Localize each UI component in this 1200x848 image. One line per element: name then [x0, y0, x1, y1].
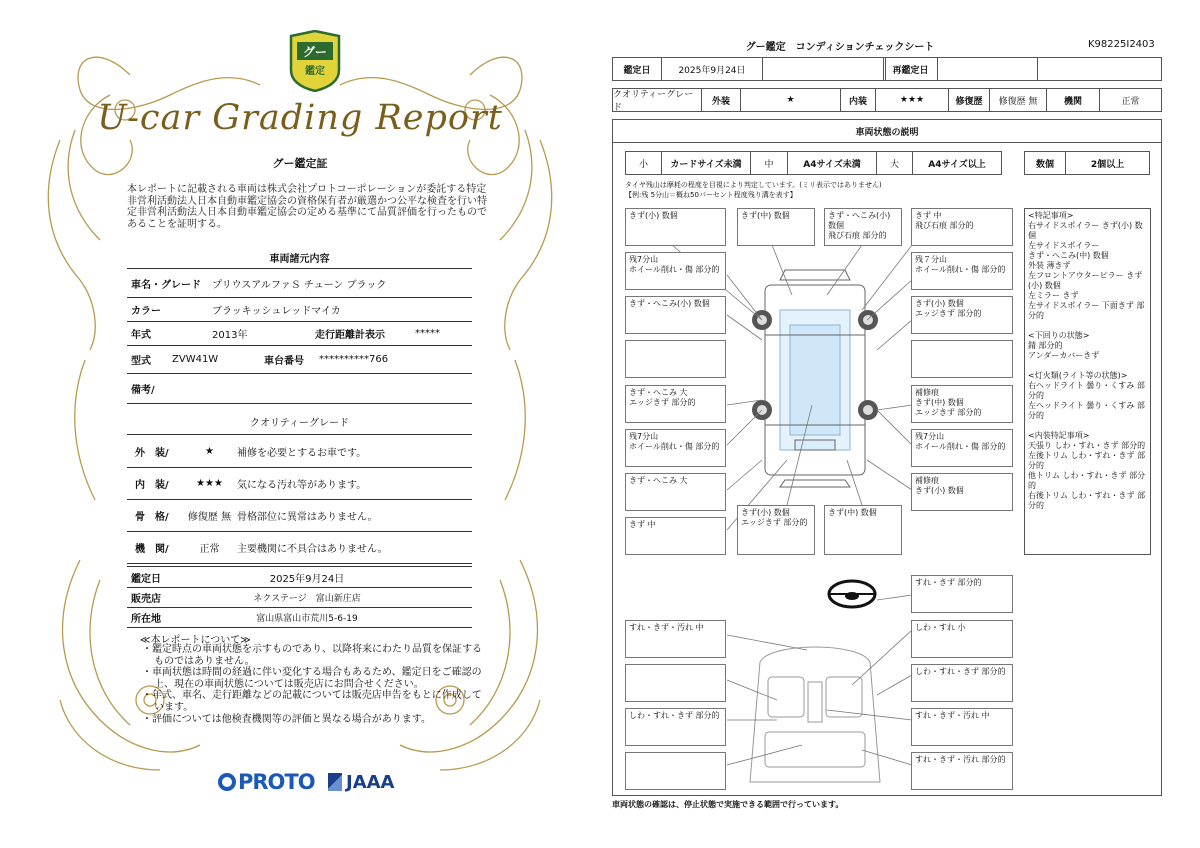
- spec-heading: 車両諸元内容: [269, 254, 330, 265]
- damage-pane: きず・へこみ(小) 数個 飛び石痕 部分的: [824, 208, 902, 246]
- interior-stars: ★★★: [196, 478, 223, 489]
- grade-row-interior: 内 装/ ★★★ 気になる汚れ等があります。: [127, 468, 472, 500]
- redate-blank-cell: [1037, 57, 1162, 81]
- interior-pane: しわ・すれ・きず 部分的: [625, 708, 726, 746]
- damage-pane: 補修痕 きず(小) 数個: [911, 473, 1013, 511]
- spec-row-remarks: 備考/: [127, 374, 472, 404]
- exterior-stars: ★: [205, 445, 214, 457]
- interior-pane: すれ・きず・汚れ 中: [911, 708, 1013, 746]
- date-label-cell: 鑑定日: [612, 57, 662, 81]
- spec-row-model: 型式 ZVW41W 車台番号 **********766: [127, 346, 472, 374]
- note-item: ・鑑定時点の車両状態を示すものであり、以降将来にわたり品質を保証するものではありません。: [142, 644, 482, 667]
- address-row: 所在地 富山県富山市荒川5-6-19: [127, 608, 472, 628]
- damage-pane: きず(中) 数個: [737, 208, 815, 246]
- damage-pane: きず(中) 数個: [824, 505, 902, 555]
- proto-logo: PROTO: [218, 770, 315, 794]
- sheet-id: K98225I2403: [1088, 39, 1155, 50]
- spec-row-color: カラー ブラッキッシュレッドマイカ: [127, 298, 472, 322]
- date-blank-cell: [762, 57, 886, 81]
- condition-heading: 車両状態の説明: [612, 119, 1162, 143]
- tire-note-2: 【例:残 5分山＝概ね50パーセント程度残り溝を表す】: [625, 191, 797, 199]
- shop-row: 販売店 ネクステージ 富山新庄店: [127, 588, 472, 608]
- sheet-title: グー鑑定 コンディションチェックシート: [745, 42, 935, 53]
- spec-row-car-name: 車名・グレード プリウスアルファＳ チューン ブラック: [127, 268, 472, 298]
- damage-pane: [911, 340, 1013, 378]
- damage-pane: きず 中: [625, 517, 726, 555]
- note-item: ・車両状態は時間の経過に伴い変化する場合もあるため、鑑定日をご確認の上、現在の車両状態については販売店にお問合せください。: [142, 667, 482, 690]
- interior-pane: [625, 664, 726, 702]
- report-title: U-car Grading Report: [97, 98, 503, 138]
- certificate-heading: グー鑑定証: [272, 157, 328, 170]
- appraisal-date-row: 鑑定日 2025年9月24日: [127, 566, 472, 588]
- svg-text:グー: グー: [302, 45, 328, 59]
- interior-pane: しわ・すれ・きず 部分的: [911, 664, 1013, 702]
- damage-pane: 残7分山 ホイール削れ・傷 部分的: [625, 252, 726, 290]
- jaaa-logo: JAAA: [328, 772, 395, 793]
- grade-heading: クオリティーグレード: [250, 418, 349, 429]
- redate-label-cell: 再鑑定日: [883, 57, 938, 81]
- interior-pane: しわ・すれ 小: [911, 620, 1013, 658]
- qg-label-cell: クオリティーグレード: [612, 88, 702, 112]
- interior-pane: すれ・きず・汚れ 部分的: [911, 752, 1013, 790]
- certificate-paragraph: 本レポートに記載される車両は株式会社プロトコーポレーションが委託する特定非営利活動法人日本自動車鑑定協会の資格保有者が厳選かつ公平な検査を行い特定非営利活動法人日本自動車鑑定協会の定める基準にて品質評価を行ったものであることを証明する。: [127, 184, 487, 230]
- damage-pane: きず 中 飛び石痕 部分的: [911, 208, 1013, 246]
- grade-row-exterior: 外 装/ ★ 補修を必要とするお車です。: [127, 434, 472, 468]
- condition-check-sheet: グー鑑定 コンディションチェックシート K98225I2403 鑑定日 2025年9月24日 再鑑定日 クオリティーグレード 外装 ★ 内装 ★★★ 修復歴 修復歴 無 機関 正常 車両状態の説明 小 カードサイズ未満 中 A4サイズ未満 大 A4サイズ以上 数個 2個以上 タイヤ残山は摩耗の程度を目視により判定しています。(ミリ表示ではありません) 【例:残 5分山＝概ね50パーセント程度残り溝を表す】 きず(小) 数個 きず(中) 数個 きず・へこみ(小) 数個 飛び石痕 部分的 きず 中 飛び石痕 部分的 残7分山 ホイール削れ・傷 部分的 残７分山 ホイール削れ・傷 部分的 きず・へこみ(小) 数個 きず(小) 数個 エッジきず 部分的 きず・へこみ 大 エッジきず 部分的 補修痕 きず(中) 数個 エッジきず 部分的 残7分山 ホイール削れ・傷 部分的 残7分山 ホイール削れ・傷 部分的 きず・へこみ 大 補修痕 きず(小) 数個 きず 中 きず(小) 数個 エッジきず 部分的 きず(中) 数個 <特記事項> 右サイドスポイラー きず(小) 数個 左サイドスポイラー きず・へこみ(中) 数個 外装 薄きず 左フロントアウターピラー きず(小) 数個 左ミラー きず 左サイドスポイラー 下面きず 部分的 <下回りの状態> 錆 部分的 アンダーカバーきず <灯火類(ライト等の状態)> 右ヘッドライト 曇り・くすみ 部分的 左ヘッドライト 曇り・くすみ 部分的 <内装特記事項> 天張り しわ・すれ・きず 部分的 左後トリム しわ・すれ・きず 部分的 他トリム しわ・すれ・きず 部分的 右後トリム しわ・すれ・きず 部分的 すれ・きず 部分的 すれ・きず・汚れ 中 しわ・すれ 小 しわ・すれ・きず 部分的 しわ・すれ・きず 部分的 すれ・きず・汚れ 中 すれ・きず・汚れ 部分的 車両状態の確認は、停止状態で実施できる範囲で行っています。: [600, 0, 1200, 848]
- damage-pane: きず・へこみ(小) 数個: [625, 296, 726, 334]
- svg-text:鑑定: 鑑定: [305, 66, 325, 77]
- qg-int-stars: ★★★: [875, 88, 949, 112]
- damage-pane: 補修痕 きず(中) 数個 エッジきず 部分的: [911, 385, 1013, 423]
- special-notes-text: <特記事項> 右サイドスポイラー きず(小) 数個 左サイドスポイラー きず・へこみ(中) 数個 外装 薄きず 左フロントアウターピラー きず(小) 数個 左ミラー きず 左サイドスポイラー 下面きず 部分的 <下回りの状態> 錆 部分的 アンダーカバーきず <灯火類(ライト等の状態)> 右ヘッドライト 曇り・くすみ 部分的 左ヘッドライト 曇り・くすみ 部分的 <内装特記事項> 天張り しわ・すれ・きず 部分的 左後トリム しわ・すれ・きず 部分的 他トリム しわ・すれ・きず 部分的 右後トリム しわ・すれ・きず 部分的: [1028, 211, 1146, 510]
- tire-note-1: タイヤ残山は摩耗の程度を目視により判定しています。(ミリ表示ではありません): [625, 181, 882, 189]
- grade-row-engine: 機 関/ 正常 主要機関に不具合はありません。: [127, 532, 472, 564]
- proto-mark-icon: [218, 773, 236, 791]
- damage-pane: きず・へこみ 大: [625, 473, 726, 511]
- special-notes-box: [1024, 208, 1151, 555]
- redate-value-cell: [937, 57, 1038, 81]
- damage-pane: [625, 340, 726, 378]
- interior-pane: すれ・きず・汚れ 中: [625, 620, 726, 658]
- qg-ext-stars: ★: [740, 88, 841, 112]
- damage-pane: きず(小) 数個: [625, 208, 726, 246]
- notes-heading: ≪本レポートについて≫: [140, 635, 251, 646]
- damage-pane: 残７分山 ホイール削れ・傷 部分的: [911, 252, 1013, 290]
- interior-pane: [625, 752, 726, 790]
- jaaa-mark-icon: [328, 773, 342, 791]
- footer-note: 車両状態の確認は、停止状態で実施できる範囲で行っています。: [612, 800, 844, 809]
- damage-pane: きず・へこみ 大 エッジきず 部分的: [625, 385, 726, 423]
- damage-pane: 残7分山 ホイール削れ・傷 部分的: [625, 429, 726, 467]
- goo-appraisal-badge: [287, 30, 343, 92]
- notes-list: [142, 644, 487, 725]
- grade-row-frame: 骨 格/ 修復歴 無 骨格部位に異常はありません。: [127, 500, 472, 532]
- note-item: ・年式、車名、走行距離などの記載については販売店申告をもとに作成しています。: [142, 690, 482, 713]
- spec-row-year: 年式 2013年 走行距離計表示 *****: [127, 322, 472, 346]
- note-item: ・評価については他検査機関等の評価と異なる場合があります。: [142, 713, 431, 725]
- damage-pane: 残7分山 ホイール削れ・傷 部分的: [911, 429, 1013, 467]
- date-value-cell: 2025年9月24日: [661, 57, 763, 81]
- damage-pane: きず(小) 数個 エッジきず 部分的: [737, 505, 815, 555]
- badge-shield-icon: [287, 30, 343, 92]
- damage-pane: きず(小) 数個 エッジきず 部分的: [911, 296, 1013, 334]
- interior-pane: すれ・きず 部分的: [911, 575, 1013, 613]
